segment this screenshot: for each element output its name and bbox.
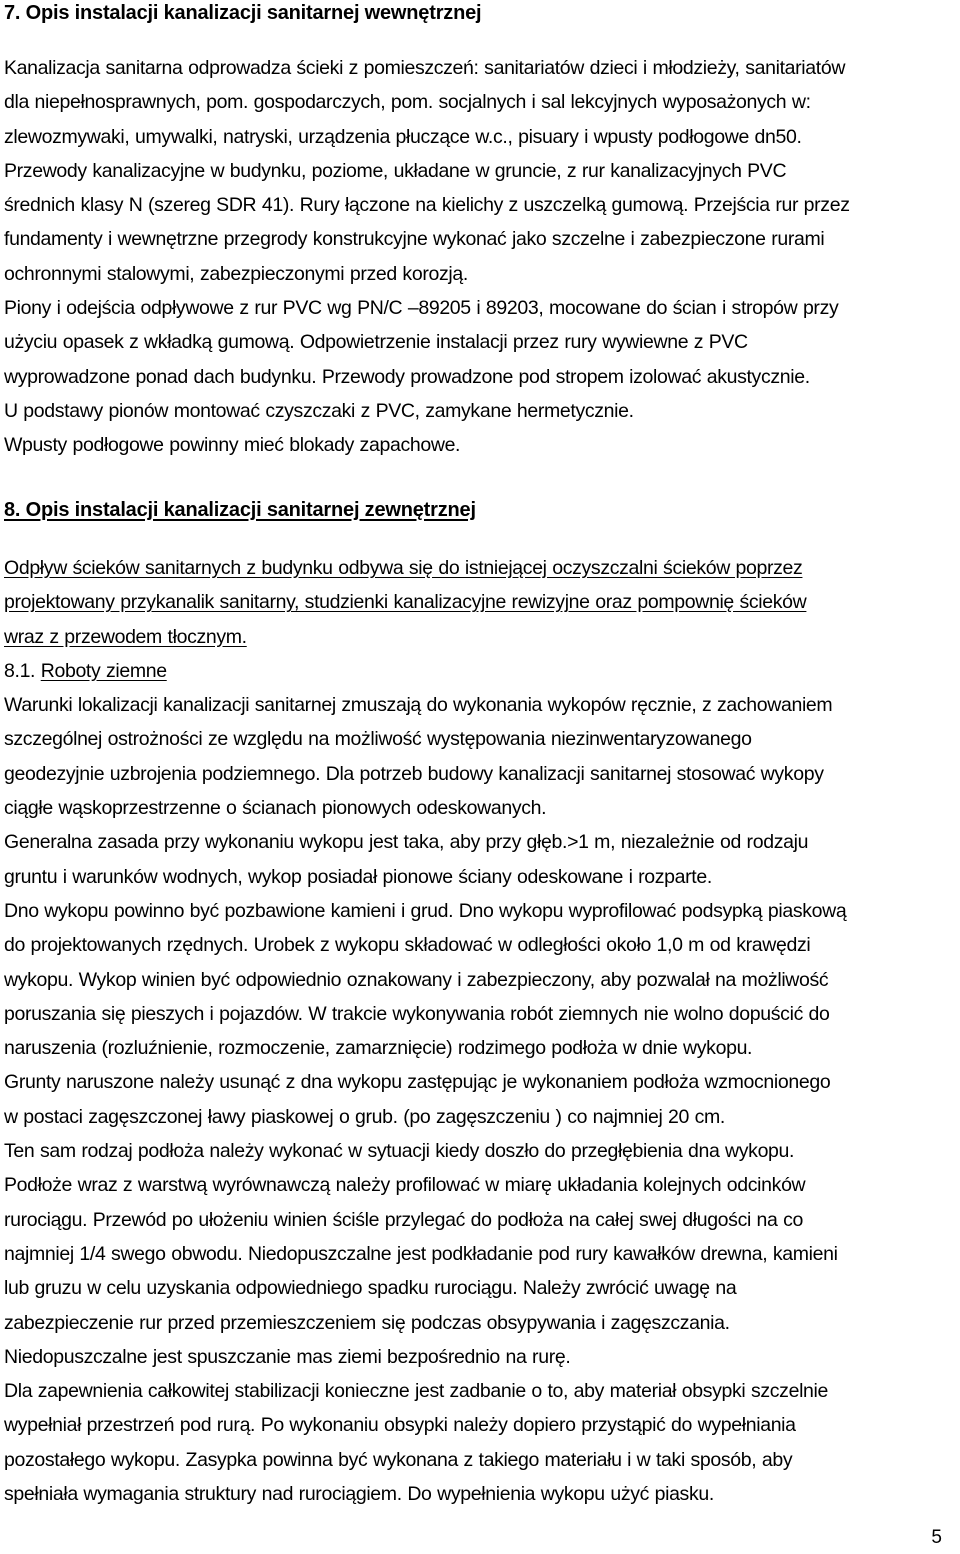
body-line: zlewozmywaki, umywalki, natryski, urządzenia płuczące w.c., pisuary i wpusty podłogowe dn50.: [4, 125, 802, 148]
body-line: Wpusty podłogowe powinny mieć blokady zapachowe.: [4, 434, 461, 457]
body-line: Warunki lokalizacji kanalizacji sanitarnej zmuszają do wykonania wykopów ręcznie, z zachowaniem: [4, 694, 833, 717]
section-8-intro: [4, 551, 954, 1511]
body-line: poruszania się pieszych i pojazdów. W trakcie wykonywania robót ziemnych nie wolno dopuścić do: [4, 1002, 830, 1025]
body-line: naruszenia (rozluźnienie, rozmoczenie, zamarznięcie) rodzimego podłoża w dnie wykopu.: [4, 1037, 753, 1060]
body-line: geodezyjnie uzbrojenia podziemnego. Dla potrzeb budowy kanalizacji sanitarnej stosować wykopy: [4, 762, 824, 785]
body-line: najmniej 1/4 swego obwodu. Niedopuszczalne jest podkładanie pod rury kawałków drewna, kamieni: [4, 1242, 838, 1265]
body-line: ciągłe wąskoprzestrzenne o ścianach pionowych odeskowanych.: [4, 797, 547, 820]
body-line: Kanalizacja sanitarna odprowadza ścieki z pomieszczeń: sanitariatów dzieci i młodzieży, sanitariatów: [4, 57, 846, 79]
body-line: Dno wykopu powinno być pozbawione kamieni i grud. Dno wykopu wyprofilować podsypką piaskową: [4, 899, 847, 922]
subsection-heading: [4, 654, 954, 688]
page-number: 5: [931, 1527, 942, 1548]
body-line: lub gruzu w celu uzyskania odpowiedniego spadku rurociągu. Należy zwrócić uwagę na: [4, 1277, 737, 1300]
body-line: rurociągu. Przewód po ułożeniu winien ściśle przylegać do podłoża na całej swej długości na co: [4, 1208, 803, 1231]
body-line: U podstawy pionów montować czyszczaki z PVC, zamykane hermetycznie.: [4, 399, 634, 422]
body-line: dla niepełnosprawnych, pom. gospodarczych, pom. socjalnych i sal lekcyjnych wyposażonych w:: [4, 91, 811, 114]
body-line: Generalna zasada przy wykonaniu wykopu jest taka, aby przy głęb.>1 m, niezależnie od rodzaju: [4, 831, 809, 854]
body-line: gruntu i warunków wodnych, wykop posiadał pionowe ściany odeskowane i rozparte.: [4, 865, 712, 888]
body-line: Ten sam rodzaj podłoża należy wykonać w sytuacji kiedy doszło do przegłębienia dna wykopu.: [4, 1140, 795, 1163]
body-line: wykopu. Wykop winien być odpowiednio oznakowany i zabezpieczony, aby pozwalał na możliwość: [4, 968, 829, 991]
body-line: Niedopuszczalne jest spuszczanie mas ziemi bezpośrednio na rurę.: [4, 1345, 571, 1368]
body-line: Grunty naruszone należy usunąć z dna wykopu zastępując je wykonaniem podłoża wzmocnionego: [4, 1071, 831, 1094]
body-line: Przewody kanalizacyjne w budynku, poziome, układane w gruncie, z rur kanalizacyjnych PVC: [4, 159, 787, 182]
body-line: pozostałego wykopu. Zasypka powinna być wykonana z takiego materiału i w taki sposób, aby: [4, 1448, 793, 1471]
intro-line: projektowany przykanalik sanitarny, studzienki kanalizacyjne rewizyjne oraz pompownię ścieków: [4, 591, 807, 614]
section-8-heading: 8. Opis instalacji kanalizacji sanitarnej zewnętrznej: [4, 499, 476, 521]
body-line: w postaci zagęszczonej ławy piaskowej o grub. (po zagęszczeniu ) co najmniej 20 cm.: [4, 1105, 725, 1128]
body-line: Podłoże wraz z warstwą wyrównawczą należy profilować w miarę układania kolejnych odcinków: [4, 1174, 806, 1197]
subsection-number: 8.1.: [4, 659, 36, 682]
intro-line: Odpływ ścieków sanitarnych z budynku odbywa się do istniejącej oczyszczalni ścieków poprzez: [4, 557, 803, 579]
intro-line: wraz z przewodem tłocznym.: [4, 625, 247, 648]
body-line: Dla zapewnienia całkowitej stabilizacji konieczne jest zadbanie o to, aby materiał obsypki szczelnie: [4, 1380, 829, 1403]
body-line: spełniała wymagania struktury nad rurociągiem. Do wypełnienia wykopu użyć piasku.: [4, 1483, 714, 1506]
body-line: szczególnej ostrożności ze względu na możliwość występowania niezinwentaryzowanego: [4, 728, 752, 751]
subsection-title: Roboty ziemne: [40, 659, 167, 682]
section-7-heading: 7. Opis instalacji kanalizacji sanitarnej wewnętrznej: [4, 2, 482, 24]
body-line: średnich klasy N (szereg SDR 41). Rury łączone na kielichy z uszczelką gumową. Przejścia rur przez: [4, 194, 850, 217]
body-line: wypełniał przestrzeń pod rurą. Po wykonaniu obsypki należy dopiero przystąpić do wypełniania: [4, 1414, 796, 1437]
body-line: Piony i odejścia odpływowe z rur PVC wg PN/C –89205 i 89203, mocowane do ścian i stropów przy: [4, 297, 839, 320]
body-line: fundamenty i wewnętrzne przegrody konstrukcyjne wykonać jako szczelne i zabezpieczone rurami: [4, 228, 825, 251]
body-line: zabezpieczenie rur przed przemieszczeniem się podczas obsypywania i zagęszczania.: [4, 1311, 730, 1334]
section-7-body: [4, 51, 954, 463]
body-line: ochronnymi stalowymi, zabezpieczonymi przed korozją.: [4, 262, 468, 285]
body-line: użyciu opasek z wkładką gumową. Odpowietrzenie instalacji przez rury wywiewne z PVC: [4, 331, 748, 354]
body-line: wyprowadzone ponad dach budynku. Przewody prowadzone pod stropem izolować akustycznie.: [4, 365, 810, 388]
body-line: do projektowanych rzędnych. Urobek z wykopu składować w odległości około 1,0 m od krawędzi: [4, 934, 811, 957]
